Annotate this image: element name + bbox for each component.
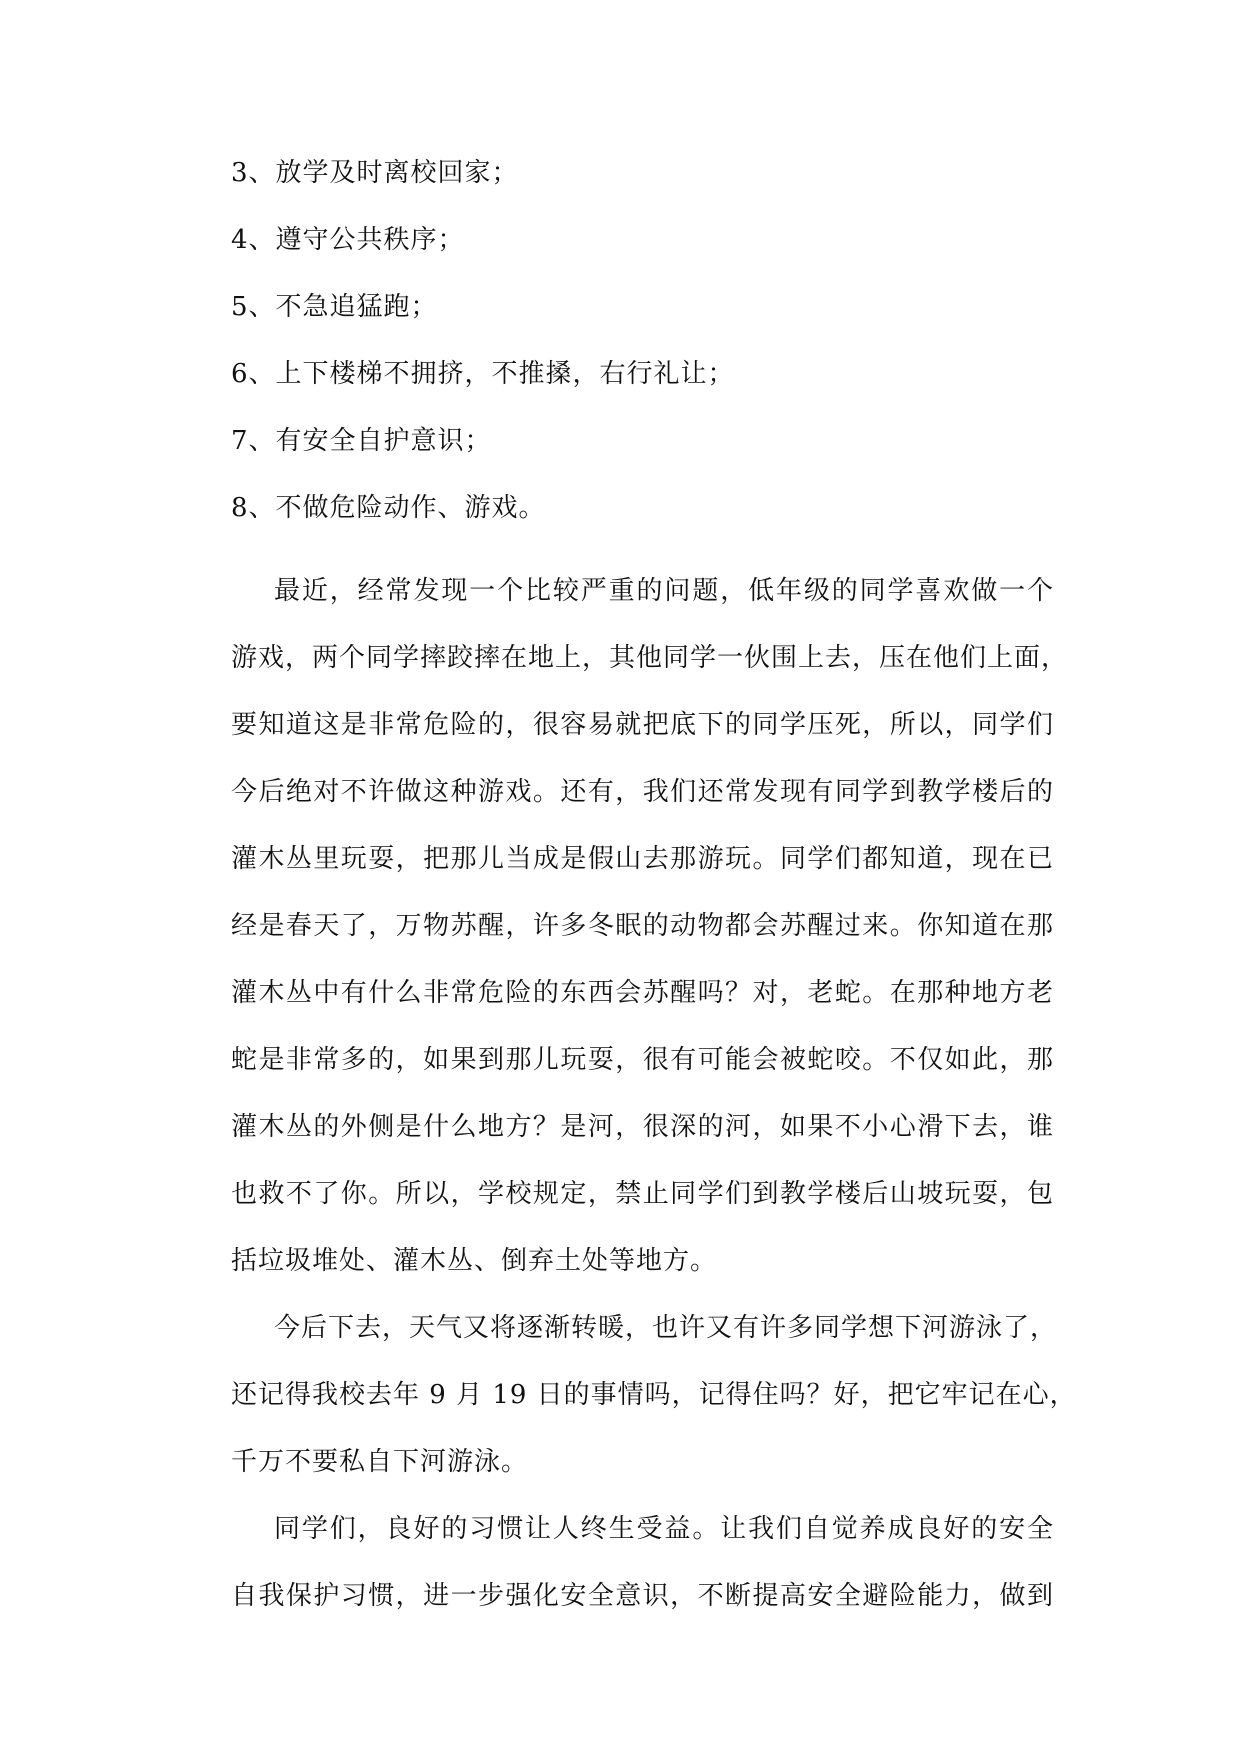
paragraph-line: 还记得我校去年 9 月 19 日的事情吗，记得住吗？好，把它牢记在心， [231,1380,1077,1410]
paragraph-line: 游戏，两个同学摔跤摔在地上，其他同学一伙围上去，压在他们上面， [231,643,1069,673]
paragraph-good-habits [188,1496,1054,1630]
paragraph-line: 今后下去，天气又将逐渐转暖，也许又有许多同学想下河游泳了， [274,1313,1058,1343]
list-item: 6、上下楼梯不拥挤，不推搡，右行礼让； [231,359,735,389]
paragraph-line: 也救不了你。所以，学校规定，禁止同学们到教学楼后山坡玩耍，包 [231,1179,1054,1209]
list-item: 3、放学及时离校回家； [231,158,519,188]
list-item: 8、不做危险动作、游戏。 [231,493,546,523]
paragraph-swimming-warning [188,1295,1077,1496]
paragraph-line: 灌木丛里玩耍，把那儿当成是假山去那游玩。同学们都知道，现在已 [231,844,1054,874]
paragraph-line: 括垃圾堆处、灌木丛、倒弃土处等地方。 [231,1246,718,1276]
document-body [188,156,1077,1630]
list-item: 5、不急追猛跑； [231,292,438,322]
paragraph-line: 经是春天了，万物苏醒，许多冬眠的动物都会苏醒过来。你知道在那 [231,911,1054,941]
paragraph-line: 自我保护习惯，进一步强化安全意识，不断提高安全避险能力，做到 [231,1581,1054,1611]
paragraph-line: 灌木丛的外侧是什么地方？是河，很深的河，如果不小心滑下去，谁 [231,1112,1054,1142]
paragraph-line: 今后绝对不许做这种游戏。还有，我们还常发现有同学到教学楼后的 [231,777,1054,807]
paragraph-line: 要知道这是非常危险的，很容易就把底下的同学压死，所以，同学们 [231,710,1054,740]
list-item: 4、遵守公共秩序； [231,225,465,255]
paragraph-line: 千万不要私自下河游泳。 [231,1447,529,1477]
paragraph-line: 同学们，良好的习惯让人终生受益。让我们自觉养成良好的安全 [274,1514,1054,1544]
paragraph-dangerous-games [188,558,1069,1295]
paragraph-line: 蛇是非常多的，如果到那儿玩耍，很有可能会被蛇咬。不仅如此，那 [231,1045,1054,1075]
paragraph-line: 灌木丛中有什么非常危险的东西会苏醒吗？对，老蛇。在那种地方老 [231,978,1054,1008]
paragraph-line: 最近，经常发现一个比较严重的问题，低年级的同学喜欢做一个 [274,576,1054,606]
list-item: 7、有安全自护意识； [231,426,492,456]
